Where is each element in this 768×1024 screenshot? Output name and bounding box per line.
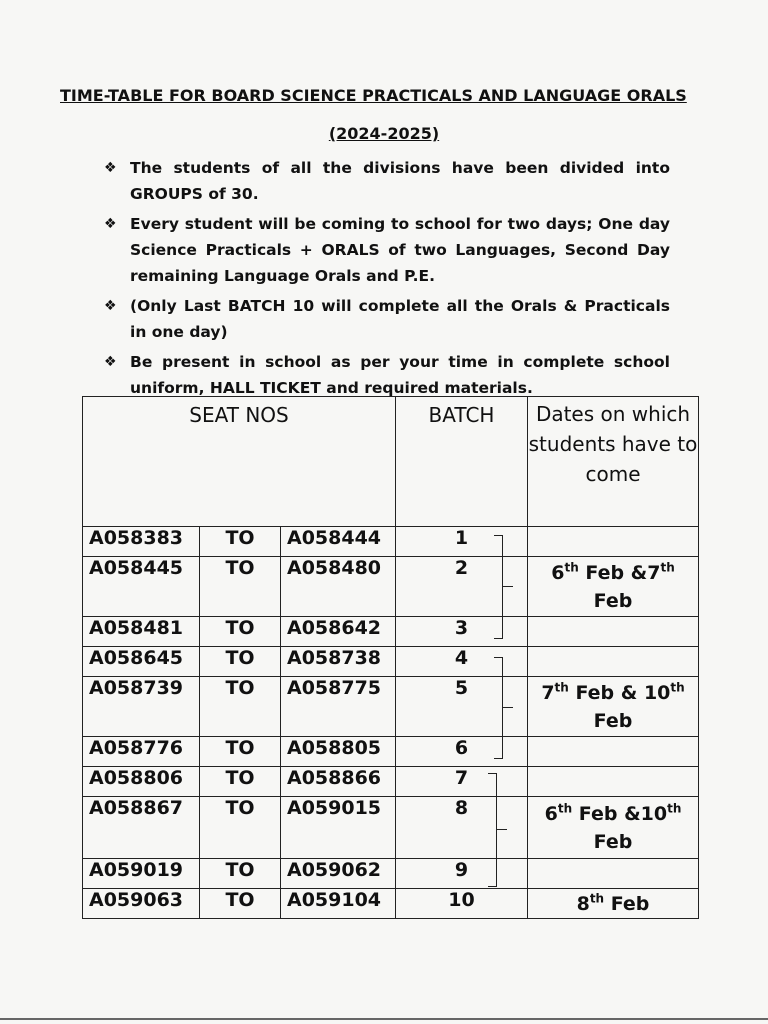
table-row bbox=[83, 889, 699, 919]
seat-from: A058739 bbox=[83, 677, 200, 737]
instructions-list bbox=[104, 155, 670, 405]
batch-number: 9 bbox=[396, 859, 528, 889]
seat-from: A058806 bbox=[83, 767, 200, 797]
seat-to-label: TO bbox=[200, 647, 281, 677]
header-seat-nos: SEAT NOS bbox=[83, 397, 396, 527]
seat-till: A058775 bbox=[281, 677, 396, 737]
seat-from: A058867 bbox=[83, 797, 200, 859]
table-row bbox=[83, 797, 699, 859]
seat-till: A059015 bbox=[281, 797, 396, 859]
batch-number: 4 bbox=[396, 647, 528, 677]
batch-number: 5 bbox=[396, 677, 528, 737]
seat-from: A058445 bbox=[83, 557, 200, 617]
page-title: TIME-TABLE FOR BOARD SCIENCE PRACTICALS AND LANGUAGE ORALS bbox=[60, 86, 687, 105]
batch-number: 1 bbox=[396, 527, 528, 557]
seat-till: A058866 bbox=[281, 767, 396, 797]
seat-from: A058481 bbox=[83, 617, 200, 647]
batch-number: 8 bbox=[396, 797, 528, 859]
seat-to-label: TO bbox=[200, 527, 281, 557]
diamond-bullet-icon: ❖ bbox=[104, 298, 117, 314]
seat-from: A058383 bbox=[83, 527, 200, 557]
seat-to-label: TO bbox=[200, 797, 281, 859]
diamond-bullet-icon: ❖ bbox=[104, 354, 117, 370]
instruction-item: ❖ (Only Last BATCH 10 will complete all the Orals & Practicals in one day) bbox=[104, 293, 670, 345]
seat-to-label: TO bbox=[200, 859, 281, 889]
batch-number: 10 bbox=[396, 889, 528, 919]
table-row bbox=[83, 767, 699, 797]
batch-number: 7 bbox=[396, 767, 528, 797]
batch-number: 2 bbox=[396, 557, 528, 617]
batch-dates: 8th Feb bbox=[528, 889, 699, 919]
seat-till: A059062 bbox=[281, 859, 396, 889]
seat-from: A059063 bbox=[83, 889, 200, 919]
batch-dates: 6th Feb &10th Feb bbox=[528, 797, 699, 859]
seat-till: A058738 bbox=[281, 647, 396, 677]
seat-till: A058444 bbox=[281, 527, 396, 557]
seat-from: A059019 bbox=[83, 859, 200, 889]
seat-till: A058642 bbox=[281, 617, 396, 647]
diamond-bullet-icon: ❖ bbox=[104, 216, 117, 232]
instruction-item: ❖ Be present in school as per your time in complete school uniform, HALL TICKET and required materials. bbox=[104, 349, 670, 401]
batch-number: 3 bbox=[396, 617, 528, 647]
seat-till: A059104 bbox=[281, 889, 396, 919]
diamond-bullet-icon: ❖ bbox=[104, 160, 117, 176]
table-row bbox=[83, 557, 699, 617]
table-row bbox=[83, 737, 699, 767]
instruction-item: ❖ Every student will be coming to school for two days; One day Science Practicals + ORALS of two Languages, Second Day remaining Language Orals and P.E. bbox=[104, 211, 670, 289]
dates-empty bbox=[528, 767, 699, 797]
batch-number: 6 bbox=[396, 737, 528, 767]
seat-to-label: TO bbox=[200, 677, 281, 737]
table-row bbox=[83, 617, 699, 647]
academic-year: (2024-2025) bbox=[328, 124, 440, 143]
header-dates: Dates on which students have to come bbox=[528, 397, 699, 527]
dates-empty bbox=[528, 647, 699, 677]
dates-empty bbox=[528, 527, 699, 557]
seat-to-label: TO bbox=[200, 557, 281, 617]
table-row bbox=[83, 677, 699, 737]
seat-till: A058805 bbox=[281, 737, 396, 767]
batch-dates: 7th Feb & 10th Feb bbox=[528, 677, 699, 737]
seat-to-label: TO bbox=[200, 889, 281, 919]
seat-to-label: TO bbox=[200, 767, 281, 797]
seat-till: A058480 bbox=[281, 557, 396, 617]
dates-empty bbox=[528, 859, 699, 889]
page-edge-divider bbox=[0, 1018, 768, 1020]
dates-empty bbox=[528, 737, 699, 767]
seat-from: A058776 bbox=[83, 737, 200, 767]
table-header-row bbox=[83, 397, 699, 527]
table-row bbox=[83, 859, 699, 889]
instruction-item: ❖ The students of all the divisions have been divided into GROUPS of 30. bbox=[104, 155, 670, 207]
seat-to-label: TO bbox=[200, 617, 281, 647]
seat-to-label: TO bbox=[200, 737, 281, 767]
table-row bbox=[83, 527, 699, 557]
timetable bbox=[82, 396, 699, 919]
header-batch: BATCH bbox=[396, 397, 528, 527]
batch-dates: 6th Feb &7th Feb bbox=[528, 557, 699, 617]
seat-from: A058645 bbox=[83, 647, 200, 677]
dates-empty bbox=[528, 617, 699, 647]
table-row bbox=[83, 647, 699, 677]
